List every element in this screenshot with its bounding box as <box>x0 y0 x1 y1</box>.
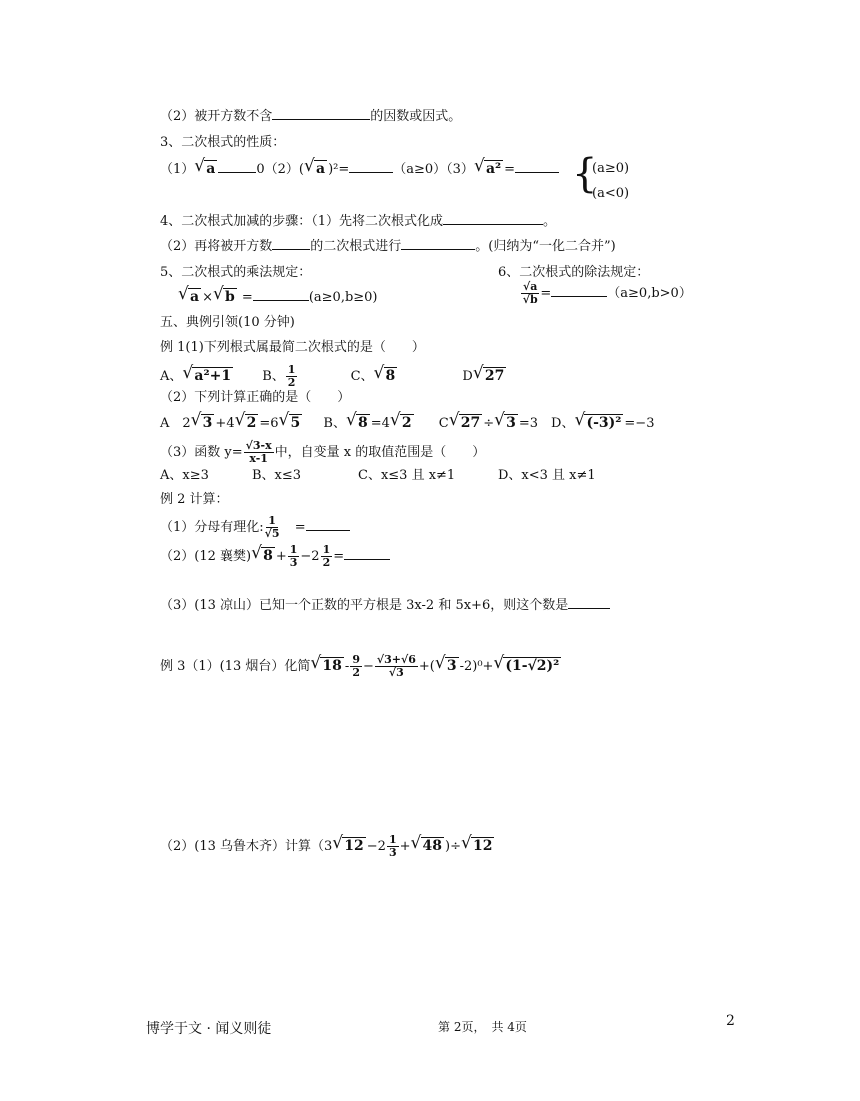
numerator: 1 <box>268 514 276 527</box>
numerator: 9 <box>352 653 360 666</box>
section-4-line <box>160 212 556 231</box>
footer-motto: 博学于文 · 闻义则徒 <box>146 1021 272 1037</box>
division-rule <box>520 281 692 306</box>
sqrt-3 <box>192 414 215 432</box>
denominator: 2 <box>352 666 360 679</box>
sqrt-8 <box>375 367 398 385</box>
text: (a≥0,b≥0) <box>308 290 378 305</box>
sqrt-8 <box>347 414 370 432</box>
option-b[interactable]: B、 <box>262 369 285 384</box>
text: 的因数或因式。 <box>370 109 462 124</box>
example-3-part-2 <box>160 834 495 859</box>
example-3-part-1 <box>160 654 562 679</box>
sqrt-27 <box>474 367 506 385</box>
text: = <box>333 549 345 564</box>
answer-blank[interactable] <box>401 237 475 250</box>
radicand: 27 <box>460 415 481 431</box>
radicand: (-3)² <box>586 415 622 431</box>
denominator: √b <box>522 293 538 306</box>
example-1-options <box>160 364 507 389</box>
text: -2)⁰+ <box>459 659 494 674</box>
b: b <box>529 293 538 306</box>
sqrt-half <box>321 544 333 569</box>
section-6-heading: 6、二次根式的除法规定： <box>498 265 650 280</box>
option-a[interactable]: A、 <box>160 369 183 384</box>
text: （a≥0,b>0） <box>607 286 692 301</box>
numerator: √a <box>523 280 538 293</box>
text: +4 <box>215 416 235 431</box>
denominator: 2 <box>322 556 331 569</box>
radicand: 18 <box>322 658 342 674</box>
sqrt-12 <box>462 837 494 855</box>
radicand: 5 <box>290 415 301 431</box>
section-5-heading: 5、二次根式的乘法规定： <box>160 265 312 280</box>
sqrt-5 <box>280 414 303 432</box>
sqrt-neg3-squared <box>575 414 623 432</box>
sqrt-a <box>305 160 327 178</box>
sqrt-12 <box>333 837 365 855</box>
text: = <box>504 162 516 177</box>
one-over-sqrt5 <box>265 515 280 540</box>
sqrt-48 <box>412 837 444 855</box>
sqrt-18 <box>311 657 343 675</box>
numerator: √3+√6 <box>376 653 416 666</box>
text: = <box>294 520 306 535</box>
option-c[interactable]: C、x≤3 且 x≠1 <box>358 468 456 483</box>
text: （2）再将被开方数 <box>160 239 273 254</box>
sqrt-3 <box>436 657 459 675</box>
radicand: 3 <box>506 415 516 431</box>
text: 0（2）( <box>256 162 304 177</box>
radicand: a <box>190 289 200 305</box>
text: 的二次根式进行 <box>310 239 402 254</box>
case-2: (a<0) <box>592 186 630 201</box>
text: （a≥0）（3） <box>393 162 474 177</box>
brace-icon: { <box>572 151 598 197</box>
option-b[interactable]: B、 <box>323 416 346 431</box>
numerator: 1 <box>289 543 298 556</box>
text: +( <box>418 659 435 674</box>
item-2-text <box>160 107 461 126</box>
denominator: √5 <box>264 527 280 540</box>
sum-over-sqrt3 <box>375 654 418 679</box>
answer-blank[interactable] <box>568 596 610 609</box>
sqrt-8 <box>252 547 275 565</box>
sqrt-a-squared <box>475 160 503 178</box>
sqrt-27 <box>450 414 482 432</box>
option-a[interactable]: A、x≥3 <box>160 468 209 483</box>
section-five-heading: 五、典例引领(10 分钟) <box>160 315 295 330</box>
radicand: a <box>315 161 326 177</box>
answer-blank[interactable] <box>551 284 607 297</box>
a: a <box>530 280 538 293</box>
radicand: b <box>224 289 235 305</box>
radicand: a²+1 <box>194 368 232 384</box>
case-1: (a≥0) <box>592 161 630 176</box>
answer-blank[interactable] <box>272 107 370 120</box>
radicand: 3 <box>202 415 213 431</box>
sqrt-2 <box>391 414 414 432</box>
sqrt-one-third <box>288 544 300 569</box>
answer-blank[interactable] <box>344 547 390 560</box>
sqrt-1-minus-sqrt2-squared <box>494 657 561 675</box>
option-d[interactable]: =3 D、 <box>518 416 575 431</box>
example-1-question-2: （2）下列计算正确的是（ ） <box>160 390 351 405</box>
sqrt-a <box>195 160 217 178</box>
text: （2）(12 襄樊) <box>160 549 252 564</box>
example-2-heading: 例 2 计算： <box>160 492 229 507</box>
text: 例 3（1）(13 烟台）化简 <box>160 659 311 674</box>
answer-blank[interactable] <box>253 288 309 301</box>
multiplication-rule <box>178 288 378 307</box>
text: = <box>540 286 552 301</box>
radicand: 3 <box>446 658 457 674</box>
text: − <box>362 659 374 674</box>
sqrt-3 <box>495 414 518 432</box>
denominator: √3 <box>388 666 404 679</box>
sqrt-2 <box>236 414 259 432</box>
answer-blank[interactable] <box>349 160 393 173</box>
radicand: 8 <box>263 548 273 564</box>
option-b[interactable]: B、x≤3 <box>252 468 302 483</box>
sqrt-a <box>179 288 201 306</box>
radicand: 12 <box>472 838 493 854</box>
radicand: 8 <box>385 368 396 384</box>
text: （1） <box>160 162 195 177</box>
example-1-question-3 <box>160 440 485 465</box>
text: （3）函数 y= <box>160 445 243 460</box>
text: （3）(13 凉山）已知一个正数的平方根是 3x-2 和 5x+6，则这个数是 <box>160 598 569 613</box>
sqrt-a-over-sqrt-b <box>521 281 539 306</box>
text: = <box>241 290 253 305</box>
answer-blank[interactable] <box>218 160 256 173</box>
example-1-options-2 <box>160 414 654 433</box>
text: =6 <box>259 416 279 431</box>
option-d[interactable]: D、x<3 且 x≠1 <box>498 468 596 483</box>
text: （2）被开方数不含 <box>160 109 273 124</box>
page-number: 2 <box>726 1013 735 1029</box>
text: - <box>344 659 350 674</box>
text: + <box>399 839 411 854</box>
numerator: 1 <box>322 543 331 556</box>
text: 。(归纳为“一化二合并”) <box>475 239 616 254</box>
example-2-part-1 <box>160 515 350 540</box>
footer-page-info: 第 2页， 共 4页 <box>438 1020 527 1034</box>
radicand: 2 <box>401 415 412 431</box>
denominator: 3 <box>289 556 298 569</box>
radicand: 5 <box>271 527 280 540</box>
radicand: a² <box>485 161 502 177</box>
sqrt-one-third <box>387 834 399 859</box>
sqrt-a2-plus-1 <box>183 367 233 385</box>
answer-blank[interactable] <box>306 518 350 531</box>
property-line <box>160 160 559 179</box>
text: )÷ <box>445 839 461 854</box>
section-3-heading: 3、二次根式的性质： <box>160 135 286 150</box>
sqrt-b <box>214 288 237 306</box>
option-c[interactable]: C <box>438 416 449 431</box>
text: )²= <box>328 162 350 177</box>
denominator: x-1 <box>249 452 268 465</box>
example-1-options-3 <box>160 467 596 485</box>
text: × <box>202 290 213 305</box>
radicand: 27 <box>484 368 505 384</box>
radicand: 12 <box>344 838 364 854</box>
denominator: 3 <box>388 846 397 859</box>
section-4-step-2 <box>160 237 616 256</box>
text: 中，自变量 x 的取值范围是（ ） <box>274 445 486 460</box>
text: 。 <box>543 214 557 229</box>
radicand: 48 <box>422 838 442 854</box>
option-c[interactable]: C、 <box>350 369 374 384</box>
sqrt-half <box>286 364 298 389</box>
radicand: 2 <box>246 415 257 431</box>
text: −2 <box>300 549 320 564</box>
example-2-part-2 <box>160 544 390 569</box>
numerator: √3-x <box>245 439 272 452</box>
text: 4、二次根式加减的步骤：（1）先将二次根式化成 <box>160 214 444 229</box>
answer-blank[interactable] <box>272 237 310 250</box>
option-d[interactable]: D <box>462 369 473 384</box>
answer-blank[interactable] <box>443 212 543 225</box>
denominator: 2 <box>287 376 296 389</box>
text: ÷ <box>483 416 495 431</box>
radicand: a <box>206 161 216 177</box>
text: =4 <box>370 416 390 431</box>
numerator: 1 <box>287 363 296 376</box>
numerator: 1 <box>388 833 397 846</box>
option-a[interactable]: A 2 <box>160 416 191 431</box>
example-2-part-3 <box>160 596 610 615</box>
radicand: (1-√2)² <box>505 658 560 674</box>
example-1-question-1: 例 1(1)下列根式属最简二次根式的是（ ） <box>160 340 425 355</box>
sqrt-nine-halves <box>350 654 362 679</box>
function-expression <box>244 440 274 465</box>
text: （1）分母有理化: <box>160 520 264 535</box>
text: （2）(13 乌鲁木齐）计算（3 <box>160 839 333 854</box>
text: =−3 <box>624 416 655 431</box>
text: −2 <box>366 839 386 854</box>
text: + <box>275 549 287 564</box>
answer-blank[interactable] <box>515 160 559 173</box>
radicand: 8 <box>357 415 368 431</box>
